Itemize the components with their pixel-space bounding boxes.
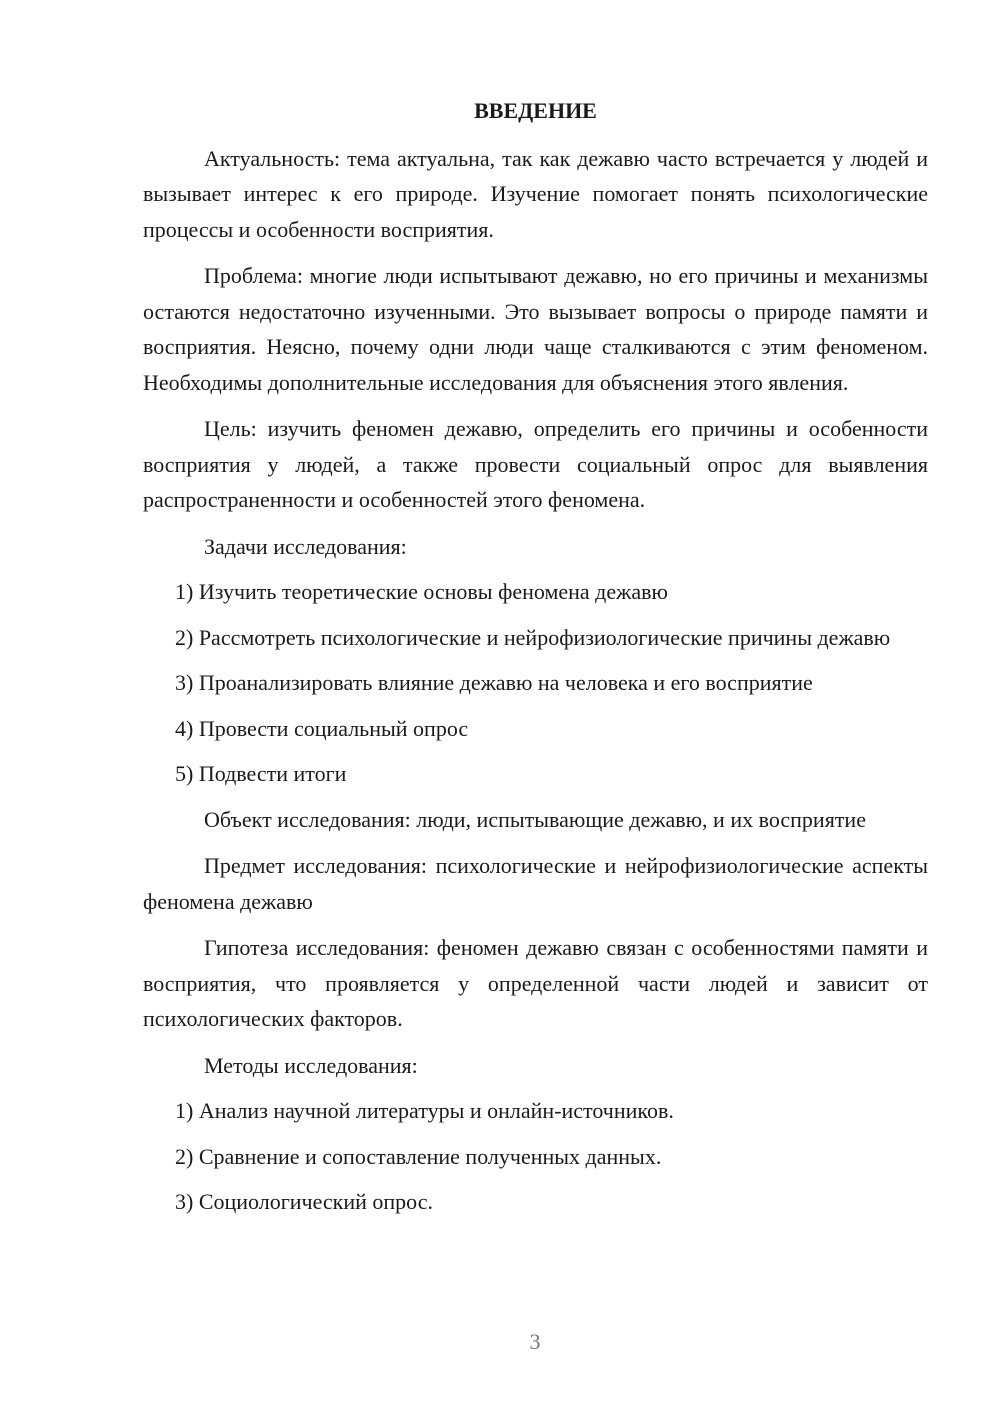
methods-heading: Методы исследования: (204, 1052, 418, 1078)
page-number: 3 (529, 1329, 541, 1354)
list-item: 2) Сравнение и сопоставление полученных данных. (175, 1143, 662, 1169)
document-page (143, 93, 928, 1230)
list-item: 2) Рассмотреть психологические и нейрофизиологические причины дежавю (175, 624, 891, 650)
list-item: 3) Проанализировать влияние дежавю на человека и его восприятие (175, 670, 813, 695)
problem-paragraph: Проблема: многие люди испытывают дежавю, но его причины и механизмы остаются недостаточно изученными. Это вызывает вопросы о природе памяти и восприятия. Неясно, почему одни люди чаще сталкиваются с этим феноменом. Необходимы дополнительные исследования для объяснения этого явления. (143, 263, 928, 395)
list-item: 1) Анализ научной литературы и онлайн-источников. (175, 1098, 674, 1123)
list-item: 3) Социологический опрос. (175, 1189, 433, 1214)
list-item: 4) Провести социальный опрос (175, 715, 469, 741)
list-item: 1) Изучить теоретические основы феномена дежавю (175, 579, 668, 604)
hypothesis-paragraph: Гипотеза исследования: феномен дежавю связан с особенностями памяти и восприятия, что проявляется у определенной части людей и зависит от психологических факторов. (143, 935, 928, 1031)
goal-paragraph: Цель: изучить феномен дежавю, определить его причины и особенности восприятия у людей, а также провести социальный опрос для выявления распространенности и особенностей этого феномена. (143, 416, 928, 512)
subject-paragraph: Предмет исследования: психологические и нейрофизиологические аспекты феномена дежавю (143, 853, 928, 914)
tasks-heading: Задачи исследования: (204, 533, 407, 559)
relevance-paragraph: Актуальность: тема актуальна, так как дежавю часто встречается у людей и вызывает интерес к его природе. Изучение помогает понять психологические процессы и особенности восприятия. (143, 145, 928, 242)
list-item: 5) Подвести итоги (175, 761, 347, 786)
section-title: ВВЕДЕНИЕ (474, 98, 597, 123)
object-paragraph: Объект исследования: люди, испытывающие дежавю, и их восприятие (204, 806, 866, 832)
